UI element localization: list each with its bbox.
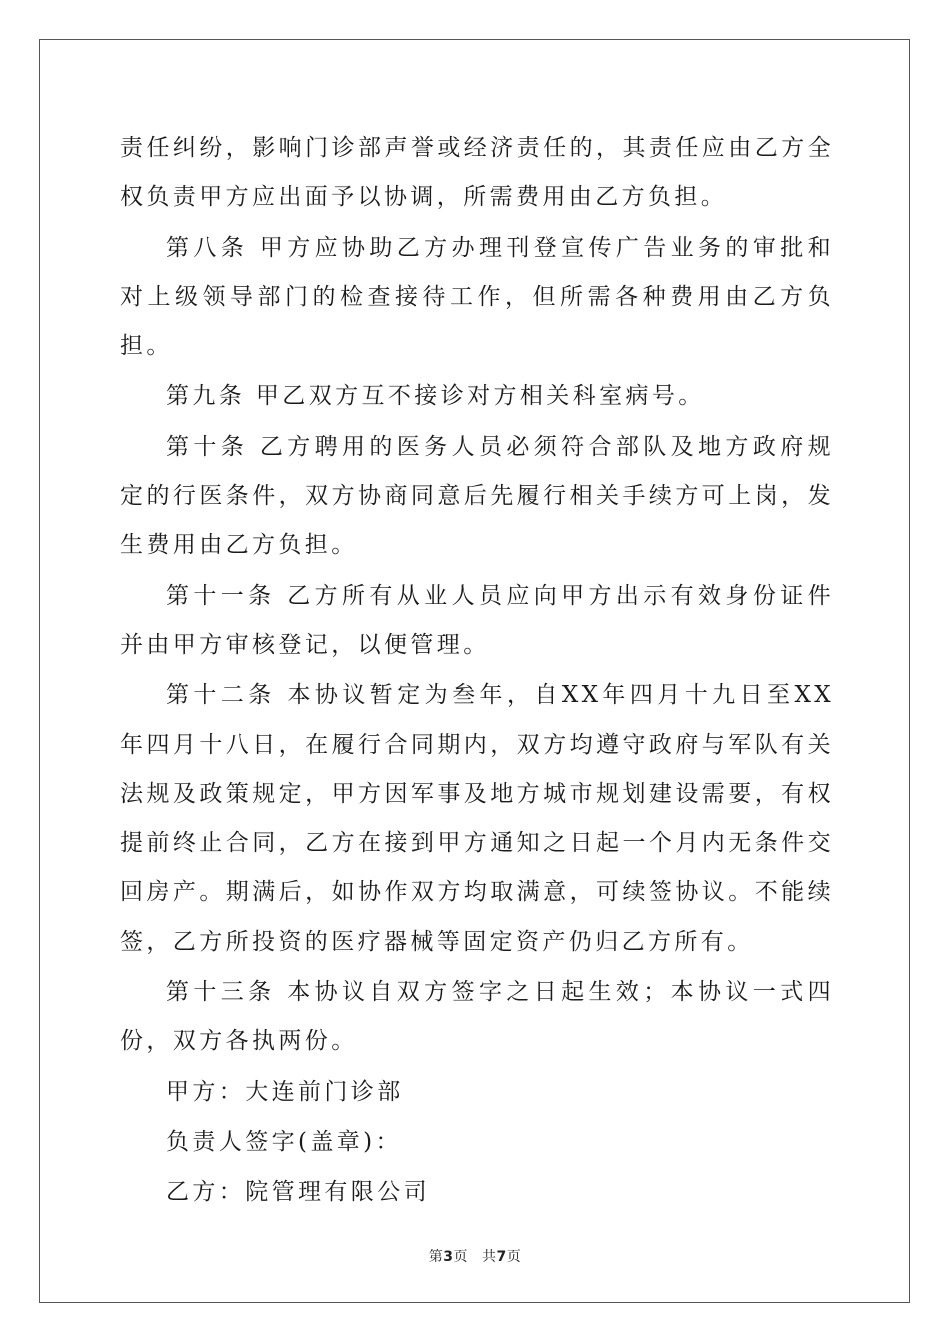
paragraph-article-13: 第十三条 本协议自双方签字之日起生效；本协议一式四份，双方各执两份。 bbox=[120, 979, 834, 1055]
footer-page-total: 7 bbox=[496, 1249, 507, 1265]
footer-page-current: 3 bbox=[443, 1249, 454, 1265]
paragraph-article-12: 第十二条 本协议暂定为叁年，自XX年四月十九日至XX年四月十八日，在履行合同期内，双方均遵守政府与军队有关法规及政策规定，甲方因军事及地方城市规划建设需要，有权提前终止合同，乙方在接到甲方通知之日起一个月内无条件交回房产。期满后，如协作双方均取满意，可续签协议。不能续签，乙方所投资的医疗器械等固定资产仍归乙方所有。 bbox=[120, 682, 834, 955]
page-footer bbox=[0, 1246, 950, 1266]
party-a-line: 甲方：大连前门诊部 bbox=[166, 1078, 404, 1105]
paragraph-article-11: 第十一条 乙方所有从业人员应向甲方出示有效身份证件并由甲方审核登记，以便管理。 bbox=[120, 582, 834, 658]
paragraph-article-8: 第八条 甲方应协助乙方办理刊登宣传广告业务的审批和对上级领导部门的检查接待工作，但所需各种费用由乙方负担。 bbox=[120, 234, 834, 360]
footer-page-unit: 页 bbox=[453, 1249, 468, 1265]
footer-page-prefix: 第 bbox=[428, 1249, 444, 1265]
paragraph-article-9: 第九条 甲乙双方互不接诊对方相关科室病号。 bbox=[166, 383, 705, 410]
party-b-line: 乙方：院管理有限公司 bbox=[166, 1179, 430, 1206]
paragraph-continuation: 责任纠纷，影响门诊部声誉或经济责任的，其责任应由乙方全权负责甲方应出面予以协调，所需费用由乙方负担。 bbox=[120, 135, 834, 211]
signature-line: 负责人签字(盖章)： bbox=[166, 1128, 402, 1155]
document-body bbox=[120, 124, 834, 1218]
footer-total-prefix: 共 bbox=[482, 1249, 497, 1265]
paragraph-article-10: 第十条 乙方聘用的医务人员必须符合部队及地方政府规定的行医条件，双方协商同意后先履行相关手续方可上岗，发生费用由乙方负担。 bbox=[120, 433, 834, 559]
footer-total-unit: 页 bbox=[506, 1249, 522, 1265]
